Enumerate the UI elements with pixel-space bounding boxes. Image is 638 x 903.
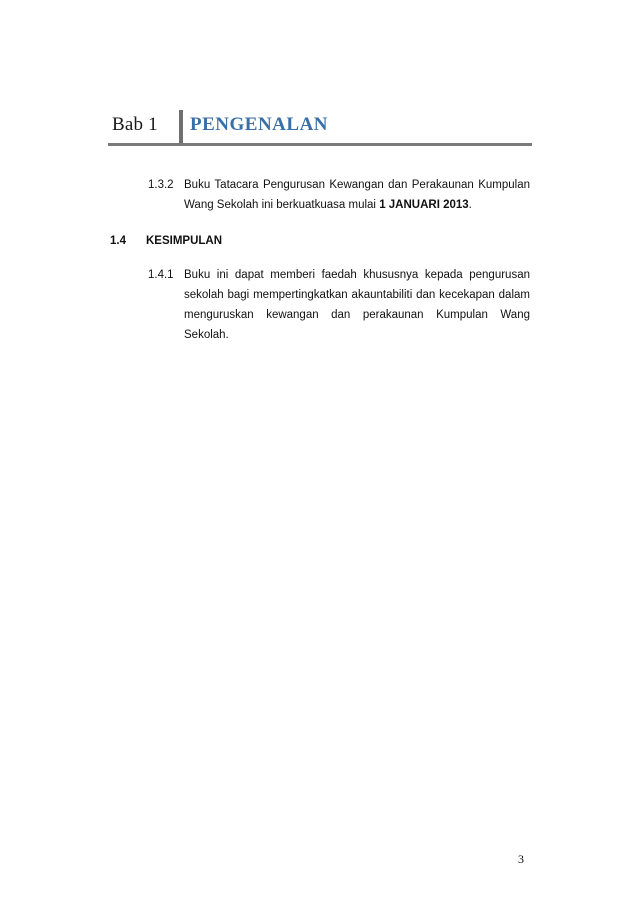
chapter-divider — [179, 110, 183, 144]
page-number: 3 — [518, 852, 524, 866]
paragraph-text: Buku ini dapat memberi faedah khususnya kepada pengurusan sekolah bagi mempertingkatkan akauntabiliti dan kecekapan dalam menguruskan kewangan dan perakaunan Kumpulan Wang Sekolah. — [184, 269, 530, 341]
section-title: KESIMPULAN — [146, 235, 223, 247]
section-number: 1.4 — [110, 235, 126, 247]
chapter-underline-rule — [108, 143, 532, 146]
paragraph-text-start: Buku Tatacara Pengurusan Kewangan dan Perakaunan Kumpulan Wang Sekolah ini berkuatkuasa mulai — [184, 179, 530, 211]
effective-date: 1 JANUARI 2013 — [379, 199, 469, 211]
paragraph-number: 1.3.2 — [148, 179, 174, 191]
chapter-number: Bab 1 — [112, 114, 158, 135]
chapter-header — [108, 110, 532, 146]
paragraph-text — [184, 175, 530, 215]
chapter-title: PENGENALAN — [190, 114, 329, 135]
paragraph-text-end: . — [468, 199, 472, 211]
paragraph-number: 1.4.1 — [148, 269, 174, 281]
